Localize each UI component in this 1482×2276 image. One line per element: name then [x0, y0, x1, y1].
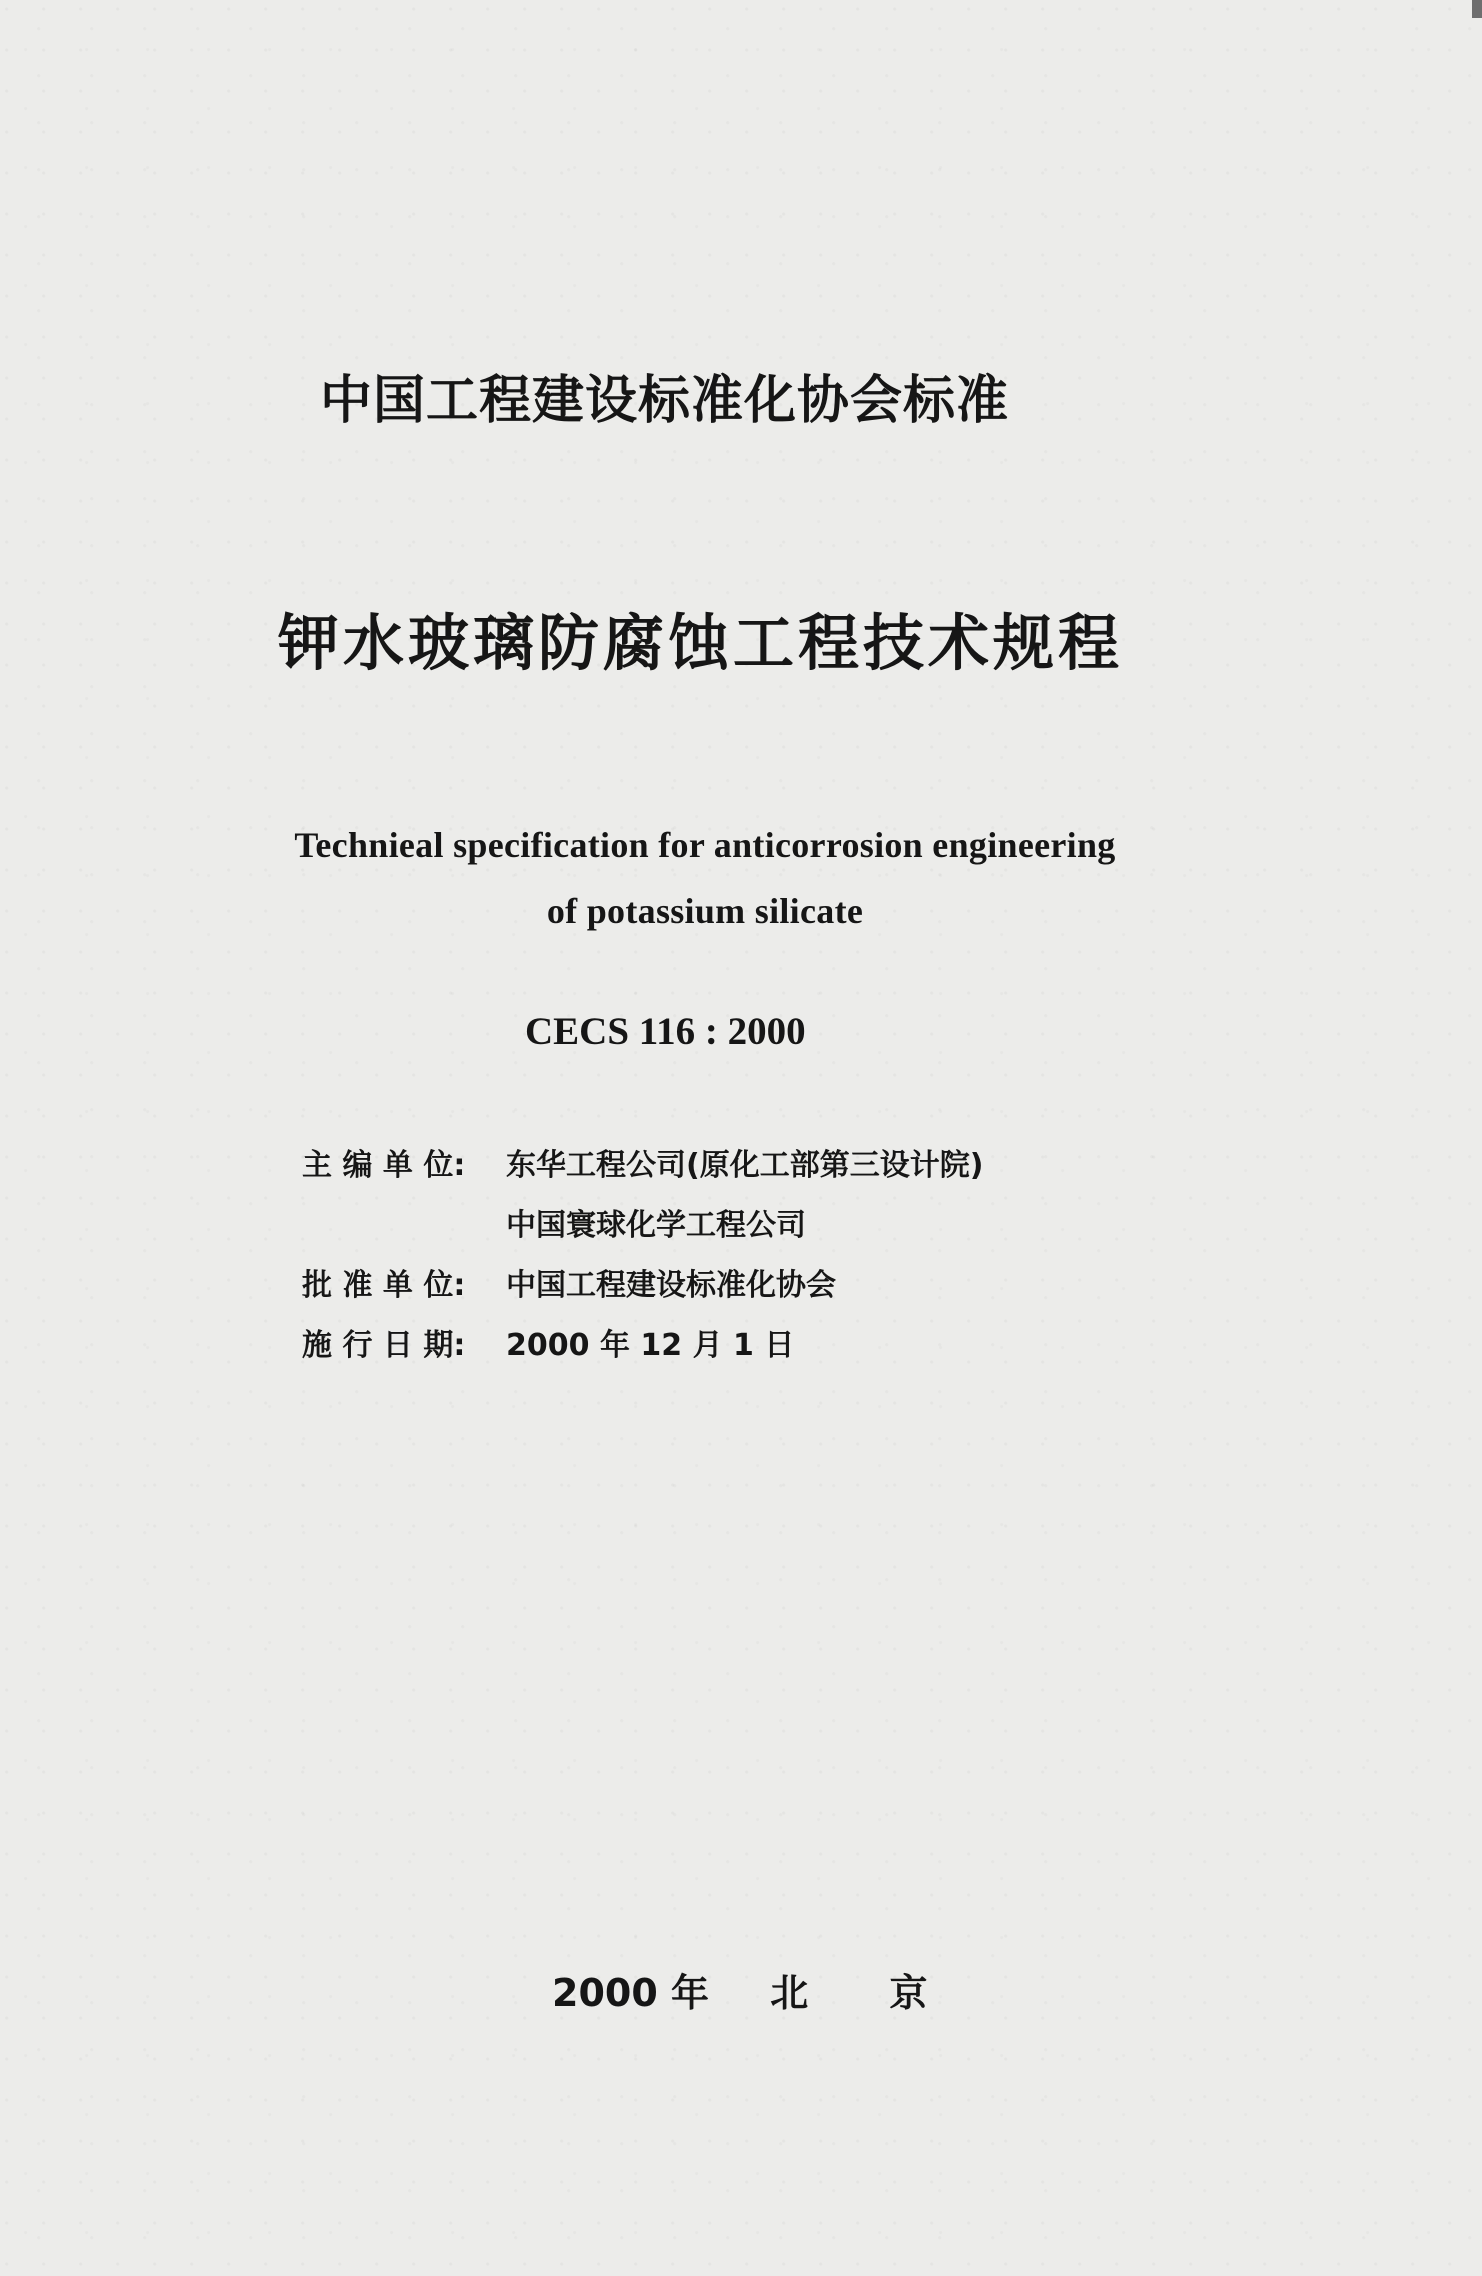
- publication-footer: [552, 1963, 962, 2023]
- editor-value-primary: 东华工程公司(原化工部第三设计院): [506, 1148, 984, 1183]
- editor-row: [302, 1136, 1062, 1196]
- approval-label: 批 准 单 位:: [302, 1268, 466, 1303]
- implementation-value: 2000 年 12 月 1 日: [506, 1328, 795, 1363]
- scan-mark: [1472, 0, 1482, 18]
- implementation-label: 施 行 日 期:: [302, 1328, 466, 1363]
- english-title-line-2: of potassium silicate: [546, 891, 864, 931]
- document-metadata: [302, 1136, 1062, 1376]
- editor-row-secondary: [302, 1196, 1062, 1256]
- standard-code: CECS 116 : 2000: [525, 1010, 806, 1053]
- approval-value: 中国工程建设标准化协会: [506, 1268, 836, 1303]
- editor-value-secondary: 中国寰球化学工程公司: [506, 1208, 806, 1243]
- english-title: [205, 812, 1205, 944]
- chinese-title: 钾水玻璃防腐蚀工程技术规程: [278, 608, 1124, 679]
- approval-row: [302, 1256, 1062, 1316]
- publication-city: 北 京: [770, 1971, 962, 2015]
- issuer-header: 中国工程建设标准化协会标准: [320, 371, 1010, 431]
- english-title-line-1: Technieal specification for anticorrosion engineering: [294, 825, 1116, 865]
- implementation-row: [302, 1316, 1062, 1376]
- editor-label: 主 编 单 位:: [302, 1148, 466, 1183]
- publication-year: 2000 年: [552, 1971, 709, 2015]
